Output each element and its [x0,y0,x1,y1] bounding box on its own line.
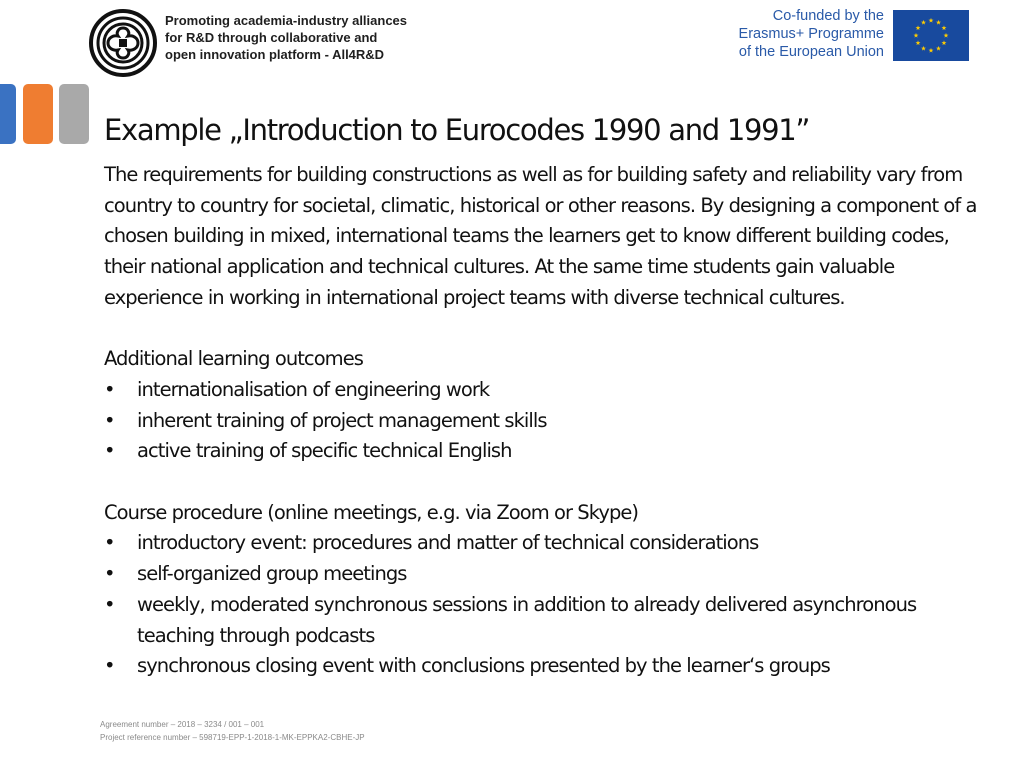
agreement-number: Agreement number – 2018 – 3234 / 001 – 001 [100,720,265,729]
outcomes-heading: Additional learning outcomes [104,347,363,371]
list-item-text: self-organized group meetings [137,562,407,586]
list-item-text: inherent training of project management skills [137,408,547,432]
accent-bar-blue [0,84,16,144]
procedure-heading: Course procedure (online meetings, e.g. via Zoom or Skype) [104,500,639,524]
list-item [104,436,994,467]
slide-footer [100,718,365,744]
list-item-text: introductory event: procedures and matter of technical considerations [137,531,759,555]
eu-flag-icon [893,10,969,61]
list-item-text: weekly, moderated synchronous sessions in addition to already delivered asynchronous teaching through podcasts [137,592,917,647]
eu-star-icon [916,25,921,30]
bullet-icon: • [104,592,115,616]
header-line: Promoting academia-industry alliances [165,13,408,28]
eu-star-icon [914,33,919,38]
eu-star-icon [944,33,949,38]
eu-line: Erasmus+ Programme [738,26,884,42]
bullet-icon: • [104,531,115,555]
list-item [104,559,994,590]
accent-bar-gray [59,84,89,144]
all4rd-logo-icon [88,8,158,78]
list-item [104,651,994,682]
intro-paragraph: The requirements for building constructions as well as for building safety and reliability vary from country to country for societal, climatic, historical or other reasons. By designing a component of a chosen building in mixed, international teams the learners get to know different building codes, their national application and technical cultures. At the same time students gain valuable experience in working in international project teams with diverse technical cultures. [104,163,977,309]
project-header [165,12,485,63]
slide-body [104,160,994,682]
eu-star-icon [929,48,934,53]
bullet-icon: • [104,562,115,586]
list-item [104,406,994,437]
list-item-text: synchronous closing event with conclusions presented by the learner‘s groups [137,654,830,678]
spacer [104,467,994,498]
eu-star-icon [942,40,947,45]
eu-star-icon [921,20,926,25]
slide-title: Example „Introduction to Eurocodes 1990 and 1991” [104,113,810,147]
eu-star-icon [942,25,947,30]
bullet-icon: • [104,439,115,463]
header-line: for R&D through collaborative and [165,30,378,45]
bullet-icon: • [104,377,115,401]
eu-line: of the European Union [738,44,884,60]
bullet-icon: • [104,654,115,678]
accent-bar-orange [23,84,53,144]
eu-star-icon [936,46,941,51]
procedure-list [104,528,994,682]
spacer [104,314,994,345]
eu-cofunding-block [722,4,974,68]
header-line: open innovation platform - All4R&D [165,47,385,62]
list-item [104,590,994,651]
eu-star-icon [916,40,921,45]
eu-cofunding-text [722,7,884,61]
bullet-icon: • [104,408,115,432]
outcomes-list [104,375,994,467]
project-reference: Project reference number – 598719-EPP-1-2018-1-MK-EPPKA2-CBHE-JP [100,733,365,742]
eu-star-icon [929,18,934,23]
eu-star-icon [921,46,926,51]
list-item [104,528,994,559]
list-item-text: internationalisation of engineering work [137,377,490,401]
list-item-text: active training of specific technical English [137,439,512,463]
list-item [104,375,994,406]
eu-line: Co-funded by the [772,8,884,24]
eu-star-icon [936,20,941,25]
